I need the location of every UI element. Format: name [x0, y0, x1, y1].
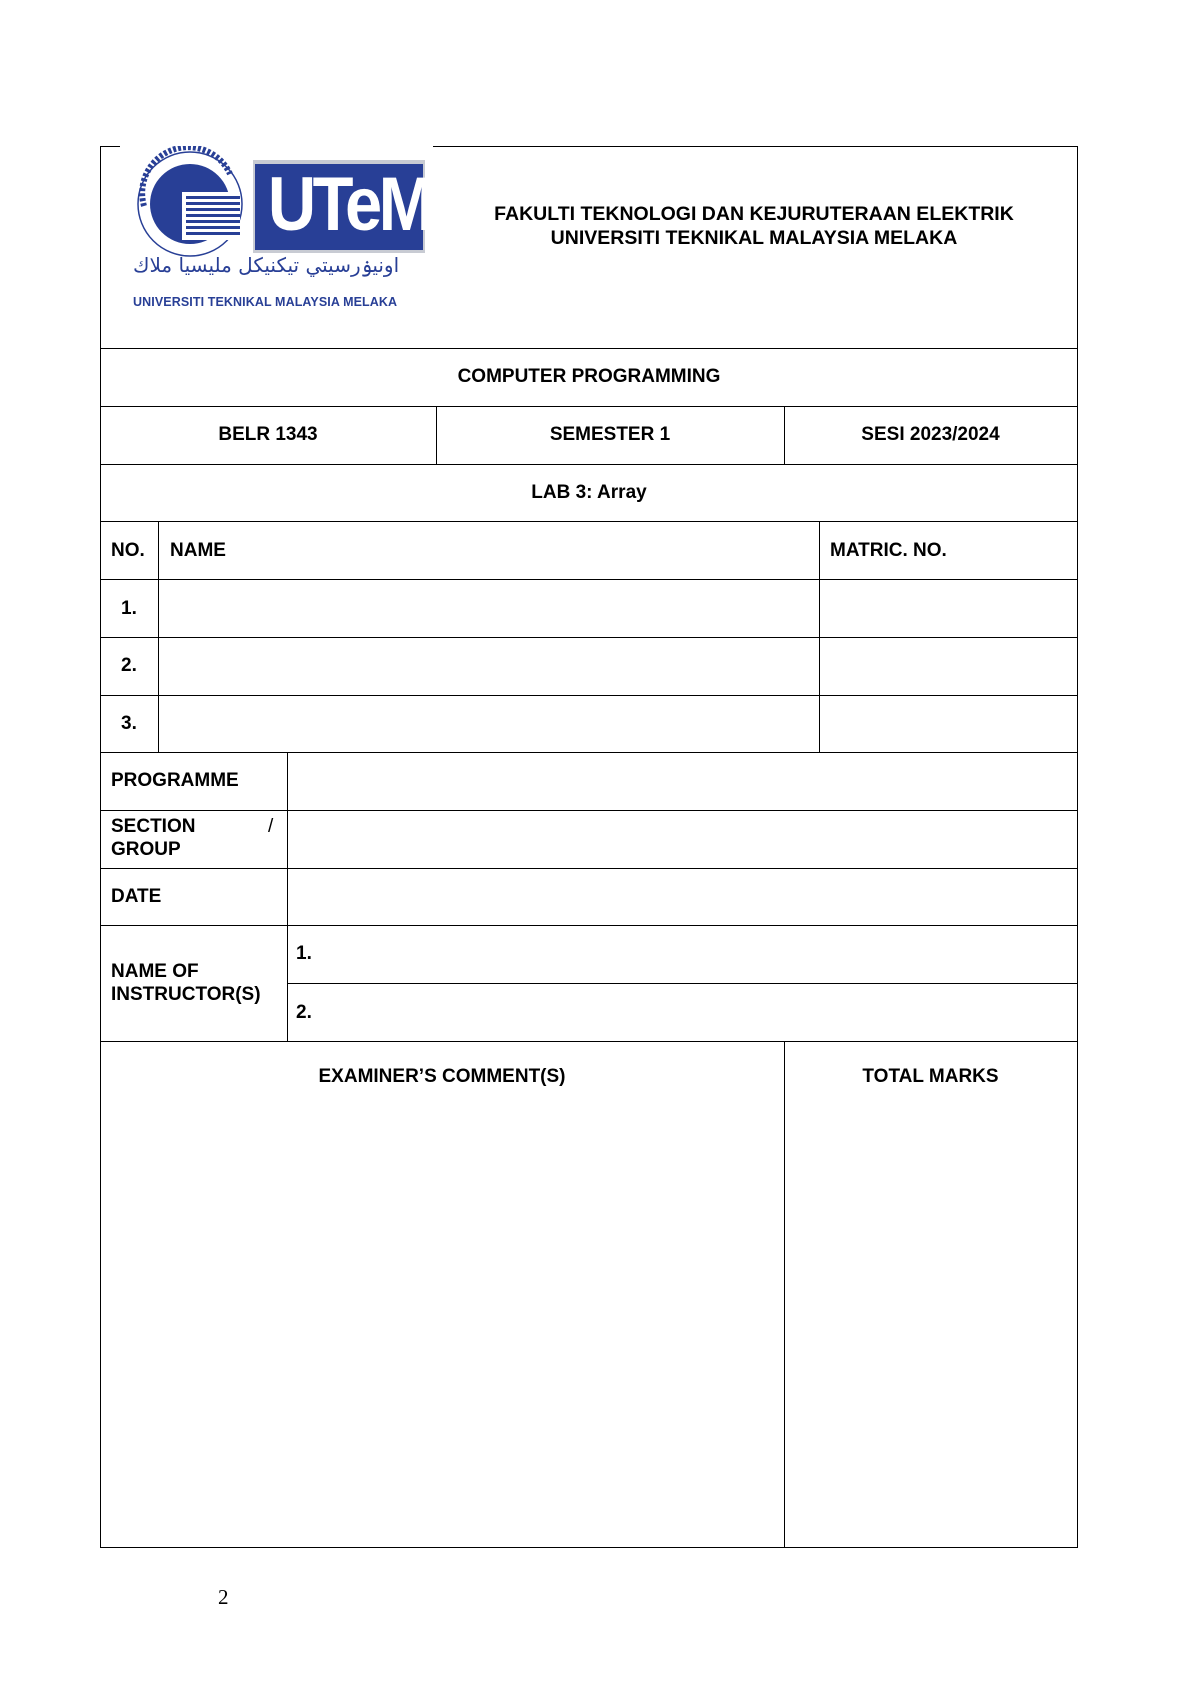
member-2-matric-field[interactable]: [821, 639, 1076, 694]
section-group-label-line2: GROUP: [111, 839, 181, 860]
rule-code-bottom: [100, 464, 1078, 465]
rule-member-2-bottom: [100, 695, 1078, 696]
rule-course-bottom: [100, 406, 1078, 407]
course-code: BELR 1343: [218, 424, 318, 445]
rule-header-bottom: [100, 348, 1078, 349]
rule-lab-bottom: [100, 521, 1078, 522]
rule-matric-divider: [819, 521, 820, 752]
programme-label: PROGRAMME: [111, 770, 239, 791]
date-label: DATE: [111, 886, 162, 907]
instructor-label: NAME OF: [111, 961, 199, 982]
course-session: SESI 2023/2024: [861, 424, 1000, 445]
column-header-matric: MATRIC. NO.: [830, 540, 947, 561]
course-semester: SEMESTER 1: [549, 424, 671, 445]
logo-subtitle: UNIVERSITI TEKNIKAL MALAYSIA MELAKA: [133, 295, 398, 309]
university-name: UNIVERSITI TEKNIKAL MALAYSIA MELAKA: [550, 227, 958, 249]
instructor-2-field[interactable]: [320, 985, 1076, 1040]
rule-left: [100, 146, 101, 1547]
rule-date-bottom: [100, 925, 1078, 926]
course-title: COMPUTER PROGRAMMING: [457, 366, 721, 387]
total-marks-heading: TOTAL MARKS: [862, 1066, 999, 1087]
rule-comments-divider: [784, 1041, 785, 1547]
rule-instructor-mid: [288, 983, 1078, 984]
rule-right: [1077, 146, 1078, 1547]
university-seal-icon: [130, 146, 256, 258]
instructor-2-number: 2.: [296, 1002, 312, 1023]
rule-info-divider: [287, 752, 288, 1041]
date-field[interactable]: [289, 870, 1076, 924]
instructor-1-number: 1.: [296, 943, 312, 964]
member-row-number: 2.: [121, 655, 137, 676]
rule-top-left: [100, 146, 120, 147]
member-2-name-field[interactable]: [160, 639, 818, 694]
section-group-field[interactable]: [289, 812, 1076, 867]
rule-instructor-bottom: [100, 1041, 1078, 1042]
page-number: 2: [218, 1585, 229, 1609]
member-row-number: 1.: [121, 598, 137, 619]
instructor-label-line2: INSTRUCTOR(S): [111, 984, 261, 1005]
member-3-name-field[interactable]: [160, 697, 818, 751]
lab-title: LAB 3: Array: [531, 482, 647, 503]
examiner-comments-heading: EXAMINER’S COMMENT(S): [318, 1066, 566, 1087]
member-3-matric-field[interactable]: [821, 697, 1076, 751]
rule-top-right: [433, 146, 1078, 147]
faculty-name: FAKULTI TEKNOLOGI DAN KEJURUTERAAN ELEKTRIK: [494, 203, 1014, 225]
section-group-slash: /: [268, 816, 274, 837]
rule-table-bottom: [100, 1547, 1078, 1548]
rule-programme-bottom: [100, 810, 1078, 811]
member-row-number: 3.: [121, 713, 137, 734]
rule-member-1-bottom: [100, 637, 1078, 638]
column-header-no: NO.: [111, 540, 145, 561]
total-marks-area[interactable]: [786, 1095, 1076, 1545]
rule-member-3-bottom: [100, 752, 1078, 753]
member-1-name-field[interactable]: [160, 581, 818, 636]
rule-no-divider: [158, 521, 159, 752]
instructor-1-field[interactable]: [320, 927, 1076, 982]
programme-field[interactable]: [289, 754, 1076, 809]
rule-section-bottom: [100, 868, 1078, 869]
examiner-comments-area[interactable]: [102, 1095, 783, 1545]
section-group-label: SECTION: [111, 816, 196, 837]
logo-jawi-text: اونيۏرسيتي تيكنيكل مليسيا ملاك: [133, 253, 400, 277]
rule-members-header-bottom: [100, 579, 1078, 580]
column-header-name: NAME: [170, 540, 226, 561]
logo-wordmark: UTeM: [267, 162, 431, 247]
member-1-matric-field[interactable]: [821, 581, 1076, 636]
